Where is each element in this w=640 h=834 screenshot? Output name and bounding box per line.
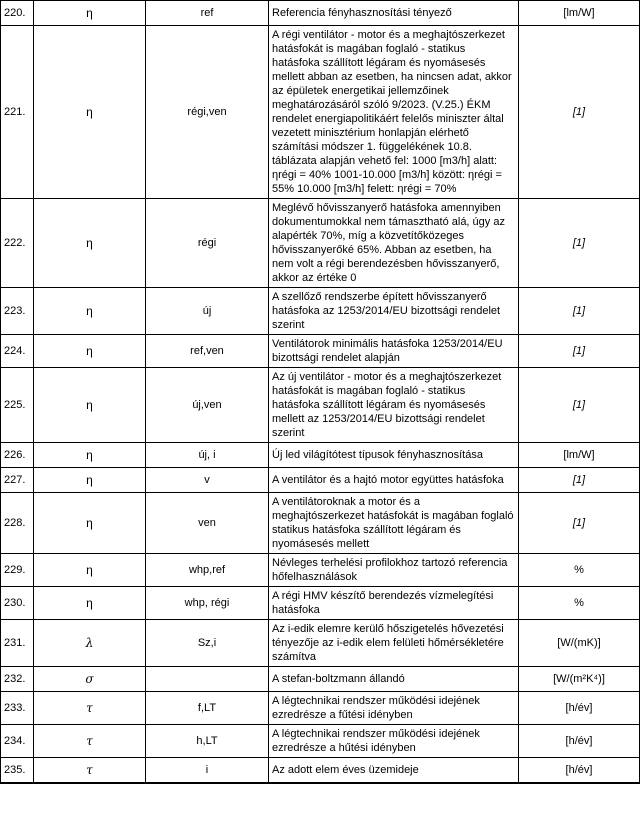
subscript-cell: Sz,i: [146, 620, 269, 667]
subscript-cell: ven: [146, 493, 269, 554]
symbol-cell: η: [34, 288, 146, 335]
subscript-cell: régi,ven: [146, 26, 269, 199]
table-row: [1, 443, 640, 468]
subscript-cell: régi: [146, 199, 269, 288]
unit-cell: [1]: [519, 468, 640, 493]
subscript-cell: új,ven: [146, 368, 269, 443]
unit-cell: [lm/W]: [519, 443, 640, 468]
unit-cell: [h/év]: [519, 725, 640, 758]
table-row: [1, 288, 640, 335]
description-cell: A ventilátor és a hajtó motor együttes hatásfoka: [269, 468, 519, 493]
unit-cell: [W/(m²K⁴)]: [519, 667, 640, 692]
unit-cell: [1]: [519, 493, 640, 554]
symbol-cell: η: [34, 368, 146, 443]
description-cell: A szellőző rendszerbe épített hővisszanyerő hatásfoka az 1253/2014/EU bizottsági rendelet szerint: [269, 288, 519, 335]
symbol-cell: λ: [34, 620, 146, 667]
table-row: [1, 554, 640, 587]
description-cell: A légtechnikai rendszer működési idejének ezredrésze a hűtési idényben: [269, 725, 519, 758]
table-row: [1, 692, 640, 725]
symbol-cell: η: [34, 443, 146, 468]
symbol-cell: η: [34, 493, 146, 554]
symbol-cell: τ: [34, 692, 146, 725]
unit-cell: [1]: [519, 199, 640, 288]
table-row: [1, 493, 640, 554]
unit-cell: [1]: [519, 26, 640, 199]
unit-cell: [1]: [519, 335, 640, 368]
table-row: [1, 368, 640, 443]
row-number-cell: 234.: [1, 725, 34, 758]
subscript-cell: h,LT: [146, 725, 269, 758]
row-number-cell: 233.: [1, 692, 34, 725]
row-number-cell: 225.: [1, 368, 34, 443]
symbol-cell: σ: [34, 667, 146, 692]
description-cell: Új led világítótest típusok fényhasznosítása: [269, 443, 519, 468]
row-number-cell: 220.: [1, 1, 34, 26]
symbol-cell: η: [34, 587, 146, 620]
description-cell: Az új ventilátor - motor és a meghajtószerkezet hatásfokát is magában foglaló - statikus hatásfoka szállított légáram és nyomásesés mellett az 1253/2014/EU bizottsági rendelet szerint: [269, 368, 519, 443]
description-cell: Az adott elem éves üzemideje: [269, 758, 519, 784]
table-row: [1, 620, 640, 667]
description-cell: Meglévő hővisszanyerő hatásfoka amennyiben dokumentumokkal nem támasztható alá, úgy az alapérték 70%, míg a közvetítőközeges hővisszanyerőké 65%. Abban az esetben, ha nem volt a régi berendezésben hővisszanyerő, akkor az értéke 0: [269, 199, 519, 288]
description-cell: A régi HMV készítő berendezés vízmelegítési hatásfoka: [269, 587, 519, 620]
row-number-cell: 224.: [1, 335, 34, 368]
table-row: [1, 667, 640, 692]
description-cell: Ventilátorok minimális hatásfoka 1253/2014/EU bizottsági rendelet alapján: [269, 335, 519, 368]
table-row: [1, 468, 640, 493]
unit-cell: [lm/W]: [519, 1, 640, 26]
description-cell: Referencia fényhasznosítási tényező: [269, 1, 519, 26]
row-number-cell: 231.: [1, 620, 34, 667]
description-cell: Névleges terhelési profilokhoz tartozó referencia hőfelhasználások: [269, 554, 519, 587]
description-cell: A légtechnikai rendszer működési idejének ezredrésze a fűtési idényben: [269, 692, 519, 725]
symbol-cell: η: [34, 554, 146, 587]
row-number-cell: 221.: [1, 26, 34, 199]
subscript-cell: ref,ven: [146, 335, 269, 368]
unit-cell: %: [519, 587, 640, 620]
row-number-cell: 232.: [1, 667, 34, 692]
symbol-cell: η: [34, 335, 146, 368]
description-cell: A ventilátoroknak a motor és a meghajtószerkezet hatásfokát is magában foglaló statikus hatásfoka szállított légáram és nyomásesés mellett: [269, 493, 519, 554]
subscript-cell: új: [146, 288, 269, 335]
symbol-cell: η: [34, 1, 146, 26]
symbol-cell: η: [34, 199, 146, 288]
description-cell: A régi ventilátor - motor és a meghajtószerkezet hatásfokát is magában foglaló - statikus hatásfoka szállított légáram és nyomásesés mellett abban az esetben, ha nincsen adat, akkor az épületek energetikai jellemzőinek meghatározásáról szóló 9/2023. (V.25.) ÉKM rendelet energiapolitikáért felelős miniszter által vezetett minisztérium honlapján elérhető számítási módszer 1. függelékének 10.8. táblázata alapján vehető fel: 1000 [m3/h] alatt: ηrégi = 40% 1001-10.000 [m3/h] között: ηrégi = 55% 10.000 [m3/h] felett: ηrégi = 70%: [269, 26, 519, 199]
unit-cell: [h/év]: [519, 758, 640, 784]
unit-cell: [1]: [519, 368, 640, 443]
row-number-cell: 227.: [1, 468, 34, 493]
subscript-cell: új, i: [146, 443, 269, 468]
subscript-cell: v: [146, 468, 269, 493]
unit-cell: %: [519, 554, 640, 587]
row-number-cell: 223.: [1, 288, 34, 335]
table-row: [1, 26, 640, 199]
row-number-cell: 226.: [1, 443, 34, 468]
table-row: [1, 199, 640, 288]
table-row: [1, 335, 640, 368]
symbol-cell: η: [34, 468, 146, 493]
unit-cell: [1]: [519, 288, 640, 335]
description-cell: Az i-edik elemre kerülő hőszigetelés hővezetési tényezője az i-edik elem felületi hőmérsékletére számítva: [269, 620, 519, 667]
description-cell: A stefan-boltzmann állandó: [269, 667, 519, 692]
subscript-cell: whp, régi: [146, 587, 269, 620]
symbol-cell: η: [34, 26, 146, 199]
subscript-cell: [146, 667, 269, 692]
row-number-cell: 235.: [1, 758, 34, 784]
row-number-cell: 230.: [1, 587, 34, 620]
unit-cell: [W/(mK)]: [519, 620, 640, 667]
symbol-cell: τ: [34, 725, 146, 758]
table-row: [1, 587, 640, 620]
table-row: [1, 758, 640, 784]
unit-cell: [h/év]: [519, 692, 640, 725]
subscript-cell: f,LT: [146, 692, 269, 725]
row-number-cell: 229.: [1, 554, 34, 587]
symbol-cell: τ: [34, 758, 146, 784]
table-row: [1, 1, 640, 26]
subscript-cell: i: [146, 758, 269, 784]
table-row: [1, 725, 640, 758]
subscript-cell: whp,ref: [146, 554, 269, 587]
row-number-cell: 228.: [1, 493, 34, 554]
row-number-cell: 222.: [1, 199, 34, 288]
subscript-cell: ref: [146, 1, 269, 26]
table-body: [1, 1, 640, 784]
